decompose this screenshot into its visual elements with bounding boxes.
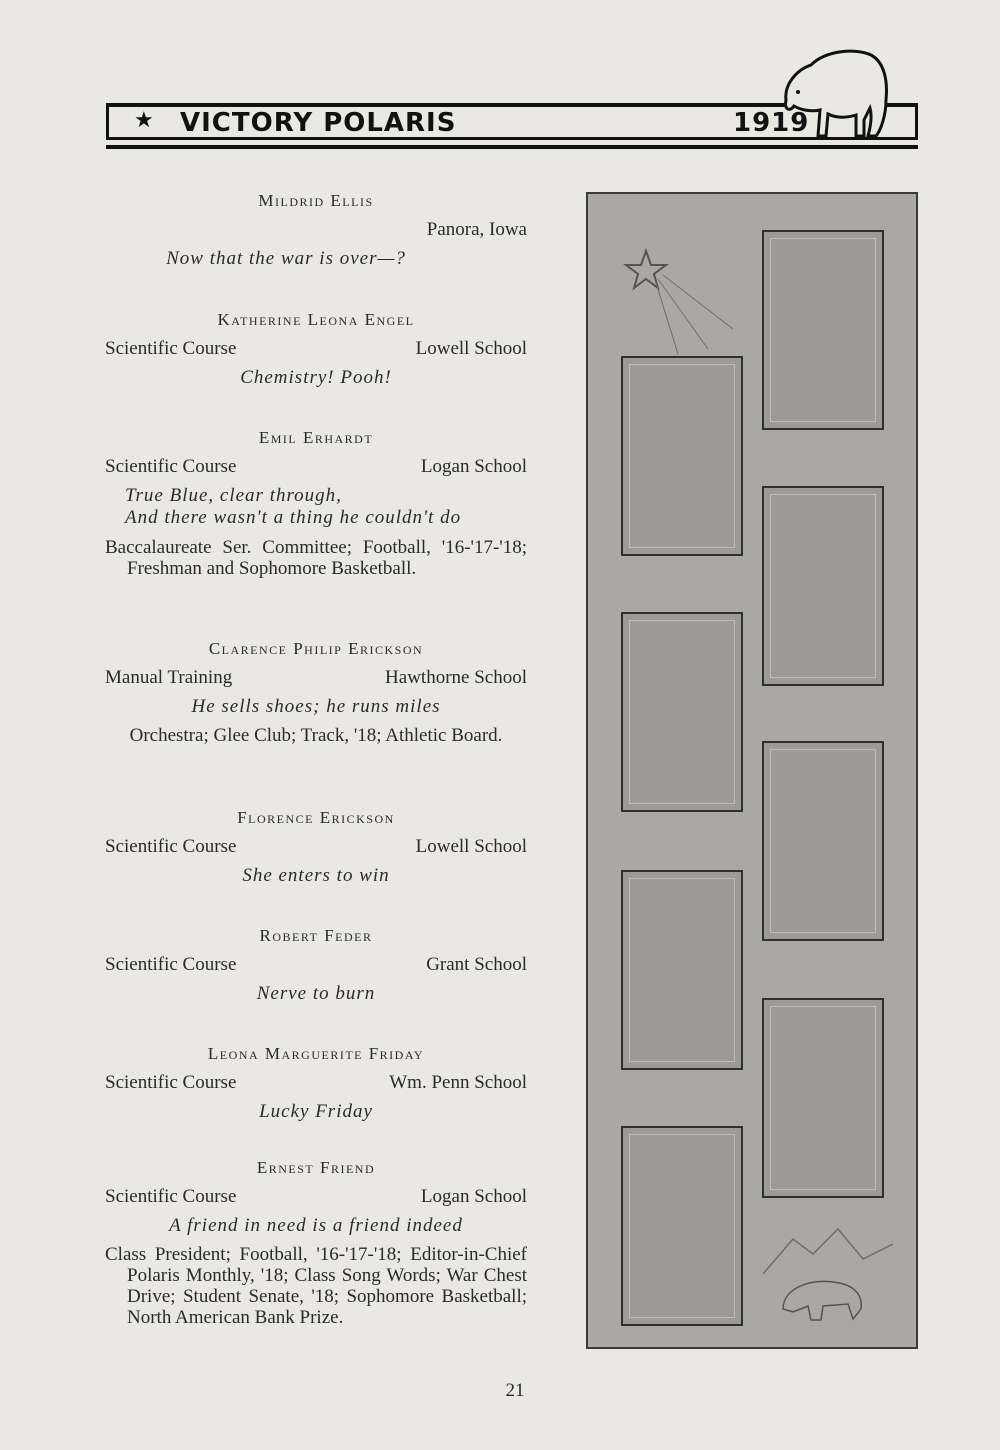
- entry-mildrid-ellis: [105, 190, 527, 277]
- motto: A friend in need is a friend indeed: [169, 1215, 463, 1236]
- school: Logan School: [420, 456, 527, 477]
- motto-line-2: And there wasn't a thing he couldn't do: [125, 507, 462, 528]
- course: Scientific Course: [105, 1186, 237, 1207]
- page-header: [0, 0, 1000, 160]
- motto: [105, 485, 527, 529]
- portrait-photo: [621, 612, 743, 812]
- header-top-rule: [106, 103, 786, 107]
- school: Lowell School: [415, 338, 527, 359]
- motto: Lucky Friday: [259, 1101, 373, 1122]
- activities: Class President; Football, '16-'17-'18; Editor-in-Chief Polaris Monthly, '18; Class Song Words; War Chest Drive; Student Senate, '18; Sophomore Basketball; North American Bank Prize.: [105, 1244, 527, 1328]
- motto-line-1: True Blue, clear through,: [125, 485, 342, 506]
- student-name: Clarence Philip Erickson: [208, 639, 424, 658]
- entry-ernest-friend: [105, 1157, 527, 1328]
- student-name: Katherine Leona Engel: [217, 310, 415, 329]
- entry-florence-erickson: [105, 807, 527, 894]
- student-name: Leona Marguerite Friday: [207, 1044, 425, 1063]
- student-name: Mildrid Ellis: [258, 191, 374, 210]
- portrait-photo: [621, 1126, 743, 1326]
- portrait-photo: [621, 356, 743, 556]
- motto: He sells shoes; he runs miles: [191, 696, 441, 717]
- motto: Nerve to burn: [256, 983, 376, 1004]
- hometown: Panora, Iowa: [426, 219, 527, 240]
- portrait-photo: [762, 998, 884, 1198]
- course: Scientific Course: [105, 954, 237, 975]
- entry-leona-friday: [105, 1043, 527, 1130]
- polar-bear-icon: [776, 40, 896, 140]
- header-right-bracket: [915, 103, 918, 137]
- shooting-star-icon: [618, 239, 748, 359]
- entry-clarence-erickson: [105, 638, 527, 746]
- entry-katherine-engel: [105, 309, 527, 396]
- portrait-panel: [586, 192, 918, 1349]
- course: Scientific Course: [105, 456, 237, 477]
- school: Lowell School: [415, 836, 527, 857]
- course: Scientific Course: [105, 1072, 237, 1093]
- motto: She enters to win: [242, 865, 390, 886]
- school: Wm. Penn School: [389, 1072, 527, 1093]
- header-left-bracket: [106, 103, 109, 137]
- portrait-photo: [762, 230, 884, 430]
- course: Manual Training: [105, 667, 233, 688]
- school: Logan School: [420, 1186, 527, 1207]
- school: Hawthorne School: [385, 667, 527, 688]
- motto: Now that the war is over—?: [166, 248, 406, 269]
- motto: Chemistry! Pooh!: [240, 367, 392, 388]
- course: Scientific Course: [105, 338, 237, 359]
- activities: Baccalaureate Ser. Committee; Football, '16-'17-'18; Freshman and Sophomore Basketball.: [105, 537, 527, 579]
- student-name: Florence Erickson: [237, 808, 395, 827]
- school: Grant School: [426, 954, 527, 975]
- portrait-photo: [762, 486, 884, 686]
- page-number: 21: [505, 1380, 525, 1401]
- entry-emil-erhardt: [105, 427, 527, 579]
- portrait-photo: [762, 741, 884, 941]
- polar-bear-sketch-icon: [753, 1214, 903, 1334]
- student-name: Ernest Friend: [256, 1158, 376, 1177]
- header-year: 1919: [733, 108, 810, 138]
- star-icon: ★: [134, 108, 155, 133]
- entry-robert-feder: [105, 925, 527, 1012]
- course: Scientific Course: [105, 836, 237, 857]
- header-bottom-rule-2: [106, 145, 918, 149]
- portrait-photo: [621, 870, 743, 1070]
- activities: Orchestra; Glee Club; Track, '18; Athletic Board.: [129, 725, 503, 746]
- header-title: VICTORY POLARIS: [180, 108, 457, 138]
- student-name: Emil Erhardt: [258, 428, 374, 447]
- student-name: Robert Feder: [259, 926, 373, 945]
